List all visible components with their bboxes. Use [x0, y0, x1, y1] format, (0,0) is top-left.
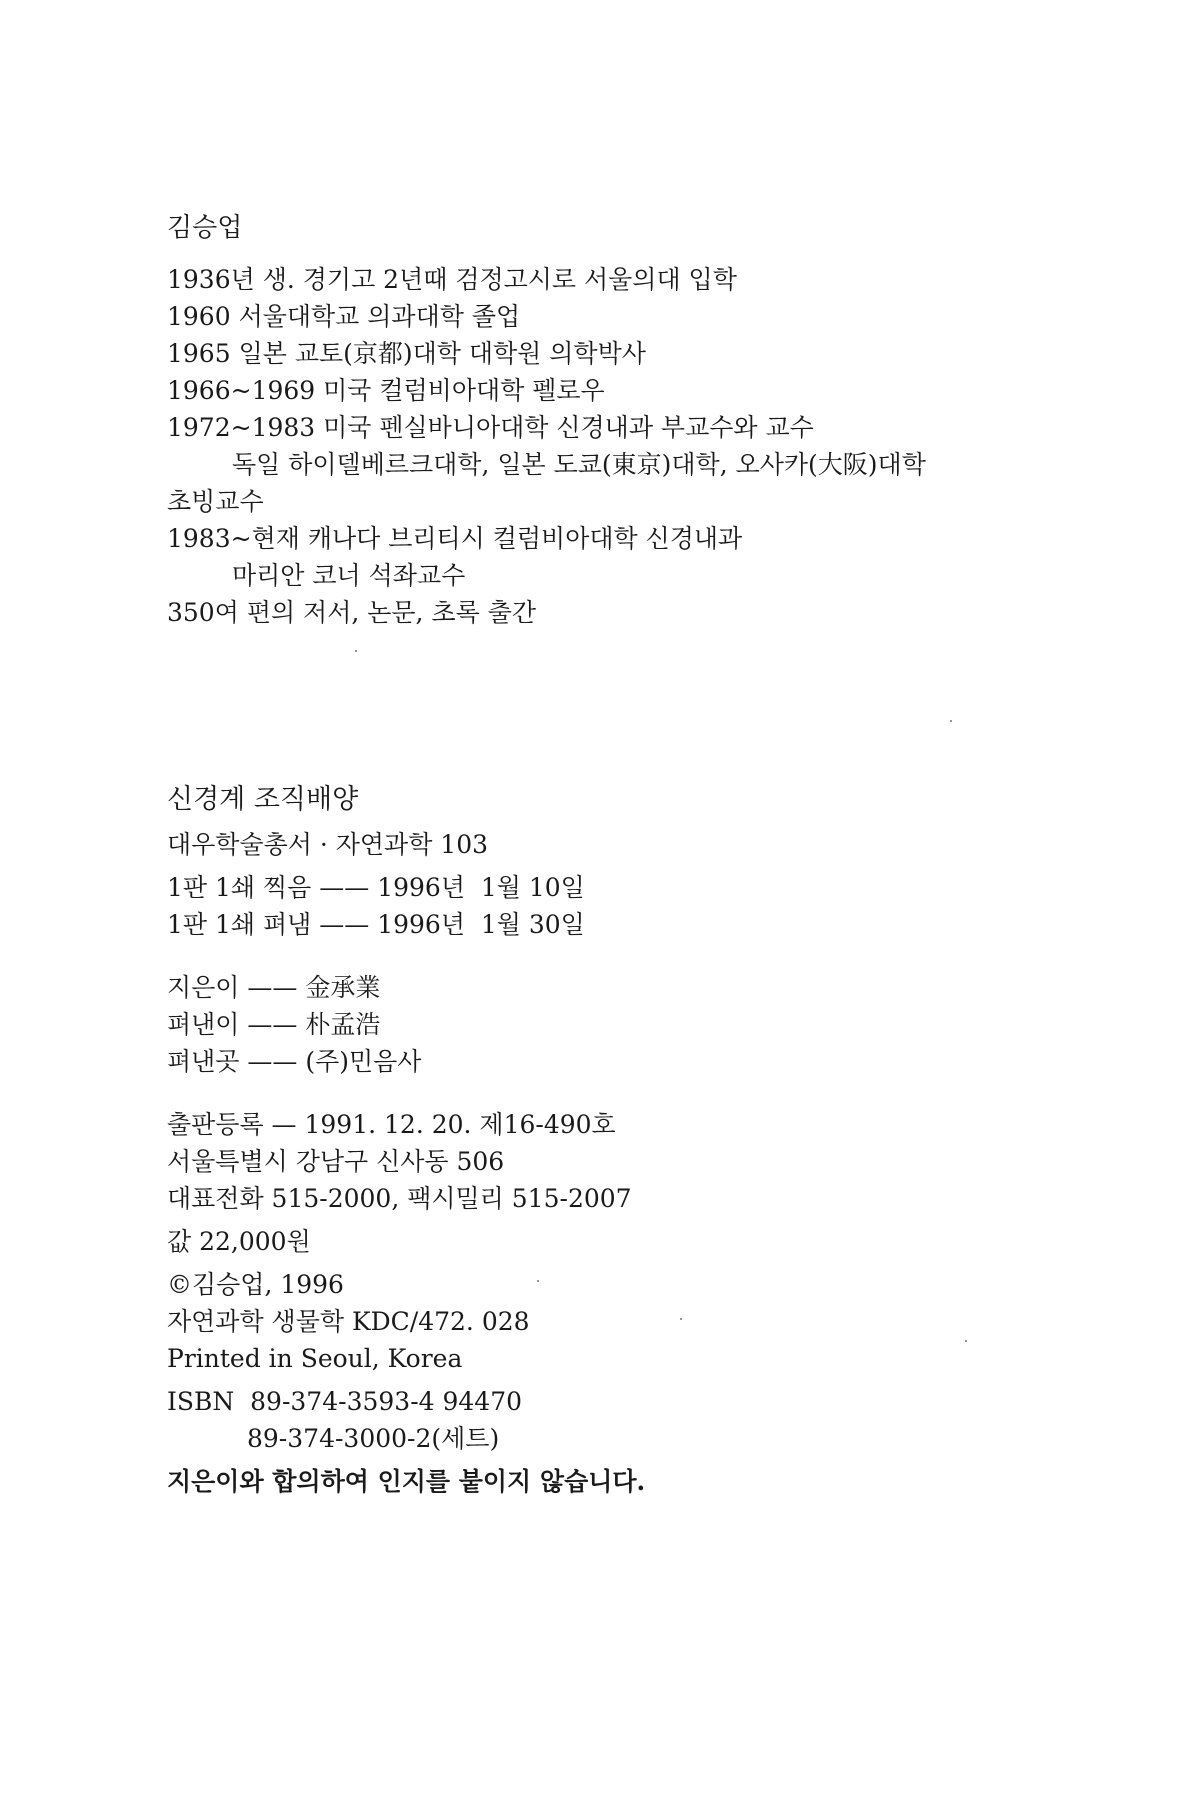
publisher-info-line: 대표전화 515-2000, 팩시밀리 515-2007	[167, 1184, 632, 1213]
colophon	[167, 781, 1067, 1500]
bio-line: 1966~1969 미국 컬럼비아대학 펠로우	[167, 376, 605, 405]
bio-line: 마리안 코너 석좌교수	[232, 561, 466, 590]
author-name: 김승업	[167, 213, 243, 243]
classification-line: 자연과학 생물학 KDC/472. 028	[167, 1307, 530, 1336]
price: 값 22,000원	[167, 1227, 311, 1256]
bio-line: 1936년 생. 경기고 2년때 검정고시로 서울의대 입학	[167, 265, 737, 294]
isbn-line: ISBN 89-374-3593-4 94470	[167, 1387, 523, 1416]
book-series: 대우학술총서 · 자연과학 103	[167, 830, 489, 859]
bio-line: 초빙교수	[167, 487, 264, 516]
credit-line: 지은이 —— 金承業	[167, 973, 381, 1002]
bio-line: 1983~현재 캐나다 브리티시 컬럼비아대학 신경내과	[167, 524, 743, 553]
copyright-line: ©김승업, 1996	[167, 1270, 344, 1299]
bio-line: 1972~1983 미국 펜실바니아대학 신경내과 부교수와 교수	[167, 413, 814, 442]
bio-line: 독일 하이델베르크대학, 일본 도쿄(東京)대학, 오사카(大阪)대학	[232, 450, 926, 479]
scan-speck	[355, 650, 357, 652]
scan-speck	[965, 1340, 967, 1342]
publisher-info-line: 출판등록 — 1991. 12. 20. 제16-490호	[167, 1110, 616, 1139]
printed-in-line: Printed in Seoul, Korea	[167, 1344, 463, 1373]
stamp-notice: 지은이와 합의하여 인지를 붙이지 않습니다.	[167, 1467, 646, 1496]
credit-line: 펴낸이 —— 朴孟浩	[167, 1010, 381, 1039]
isbn-set-line: 89-374-3000-2(세트)	[247, 1424, 500, 1453]
scan-speck	[680, 1318, 682, 1320]
copyright-page	[167, 210, 1067, 1500]
printing-line: 1판 1쇄 찍음 —— 1996년 1월 10일	[167, 873, 585, 902]
scan-speck	[950, 720, 952, 722]
bio-line: 350여 편의 저서, 논문, 초록 출간	[167, 598, 536, 627]
printing-line: 1판 1쇄 펴냄 —— 1996년 1월 30일	[167, 910, 585, 939]
credit-line: 펴낸곳 —— (주)민음사	[167, 1047, 422, 1076]
scan-speck	[537, 1280, 539, 1282]
author-bio	[167, 210, 1067, 631]
bio-line: 1965 일본 교토(京都)대학 대학원 의학박사	[167, 339, 646, 368]
book-title: 신경계 조직배양	[167, 784, 359, 815]
bio-line: 1960 서울대학교 의과대학 졸업	[167, 302, 521, 331]
publisher-info-line: 서울특별시 강남구 신사동 506	[167, 1147, 505, 1176]
